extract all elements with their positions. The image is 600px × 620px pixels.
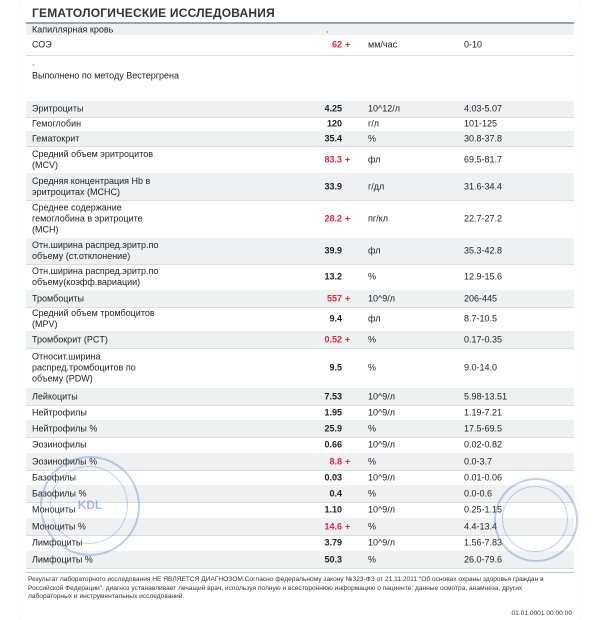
test-unit: %: [368, 271, 377, 282]
result-row: [26, 551, 574, 569]
test-name: Лимфоциты %: [32, 554, 93, 564]
reference-range: 0.01-0.06: [464, 472, 503, 482]
signature-stamp-inner-ring: [502, 486, 568, 552]
test-name: Средняя концентрация Hb в эритроцитах (MCHC): [32, 175, 151, 197]
soe-ref: 0-10: [464, 39, 483, 50]
abnormal-flag: +: [345, 334, 351, 344]
reference-range: 69.5-81.7: [464, 154, 503, 164]
result-row: [26, 307, 574, 332]
result-row: [26, 290, 574, 308]
reference-range: 35.3-42.8: [464, 245, 503, 256]
result-row: [26, 101, 574, 118]
method-note: Выполнено по методу Вестергрена: [32, 70, 180, 81]
test-value: 0.66: [324, 439, 342, 450]
test-name: Базофилы: [32, 472, 76, 482]
test-value: 25.9: [324, 423, 342, 433]
reference-range: 0.0-0.6: [464, 488, 493, 498]
reference-range: 0.25-1.15: [464, 504, 503, 515]
test-name: Тромбокрит (PCT): [32, 334, 108, 344]
result-row: [26, 146, 574, 174]
sample-type-marker: .: [326, 24, 329, 34]
test-value: 14.6: [324, 521, 342, 531]
reference-range: 0.0-3.7: [464, 456, 493, 466]
test-value: 0.4: [329, 488, 342, 498]
test-name: Эритроциты: [32, 103, 84, 114]
reference-range: 4.03-5.07: [464, 103, 503, 114]
reference-range: 12.9-15.6: [464, 271, 503, 282]
result-row: [26, 348, 574, 389]
test-value: 8.8: [329, 456, 342, 466]
report-datecode: 01.01.0001 00:00:00: [511, 610, 572, 617]
reference-range: 8.7-10.5: [464, 313, 498, 324]
sample-type-label: Капиллярная кровь: [32, 24, 114, 34]
test-value: 120: [326, 118, 342, 129]
test-unit: 10^9/л: [368, 504, 395, 515]
reference-range: 4.4-13.4: [464, 521, 498, 531]
reference-range: 9.0-14.0: [464, 362, 498, 373]
test-unit: %: [368, 554, 377, 564]
result-row: [26, 264, 574, 291]
report-title: ГЕМАТОЛОГИЧЕСКИЕ ИССЛЕДОВАНИЯ: [32, 6, 275, 20]
test-unit: г/дл: [368, 181, 385, 191]
test-value: 0.03: [324, 472, 342, 482]
test-name: Эозинофилы: [32, 439, 87, 450]
test-unit: %: [368, 423, 377, 433]
test-value: 13.2: [324, 271, 342, 282]
test-unit: 10^12/л: [368, 103, 400, 114]
test-value: 9.5: [329, 362, 342, 373]
result-row: [26, 238, 574, 265]
test-unit: %: [368, 362, 377, 373]
reference-range: 1.56-7.83: [464, 537, 503, 548]
soe-flag: +: [345, 39, 351, 50]
test-value: 50.3: [324, 554, 342, 564]
test-unit: 10^9/л: [368, 472, 395, 482]
result-row: [26, 420, 574, 438]
reference-range: 5.98-13.51: [464, 391, 508, 401]
lab-stamp-left: [40, 456, 140, 556]
abnormal-flag: +: [345, 293, 351, 303]
dot-line: [26, 58, 574, 68]
reference-range: 1.19-7.21: [464, 407, 503, 417]
test-unit: 10^9/л: [368, 407, 395, 417]
test-value: 3.79: [324, 537, 342, 548]
test-unit: пг/кл: [368, 213, 388, 224]
test-unit: фл: [368, 154, 381, 164]
test-unit: %: [368, 488, 377, 498]
test-name: Средний объем тромбоцитов (MPV): [32, 308, 155, 329]
reference-range: 206-445: [464, 293, 498, 303]
test-unit: 10^9/л: [368, 391, 395, 401]
test-unit: фл: [368, 313, 381, 324]
test-value: 557: [326, 293, 342, 303]
test-value: 1.95: [324, 407, 342, 417]
test-name: Отн.ширина распред.эритр.по объему (ст.отклонение): [32, 240, 159, 261]
test-unit: %: [368, 334, 377, 344]
test-unit: 10^9/л: [368, 537, 395, 548]
method-note-row: [26, 68, 574, 84]
test-unit: г/л: [368, 118, 380, 129]
test-unit: 10^9/л: [368, 293, 395, 303]
result-row: [26, 117, 574, 132]
lab-report-sheet: [22, 0, 578, 620]
test-value: 7.53: [324, 391, 342, 401]
test-name: Лейкоциты: [32, 391, 78, 401]
soe-name: СОЭ: [32, 39, 52, 50]
test-name: Базофилы %: [32, 488, 87, 498]
test-unit: фл: [368, 245, 381, 256]
test-name: Тромбоциты: [32, 293, 85, 303]
test-unit: %: [368, 456, 377, 466]
test-name: Лимфоциты: [32, 537, 83, 548]
test-value: 33.9: [324, 181, 342, 191]
test-value: 1.10: [324, 504, 342, 515]
footer-divider: [26, 572, 574, 573]
soe-unit: мм/час: [368, 39, 398, 50]
reference-range: 0.17-0.35: [464, 334, 503, 344]
test-value: 83.3: [324, 154, 342, 164]
signature-stamp-right: [494, 478, 578, 562]
result-row: [26, 131, 574, 147]
soe-value: 62: [331, 39, 342, 50]
test-name: Относит.ширина распред.тромбоцитов по объему (PDW): [32, 351, 136, 384]
test-unit: 10^9/л: [368, 439, 395, 450]
result-row: [26, 200, 574, 239]
reference-range: 0.02-0.82: [464, 439, 503, 450]
test-name: Средний объем эритроцитов (MCV): [32, 148, 154, 170]
reference-range: 30.8-37.8: [464, 133, 503, 143]
lab-stamp-logo: KDL: [77, 498, 103, 512]
test-unit: %: [368, 133, 377, 143]
result-row: [26, 173, 574, 201]
test-unit: %: [368, 521, 377, 531]
test-name: Среднее содержание гемоглобина в эритроците (MCH): [32, 202, 143, 235]
abnormal-flag: +: [345, 154, 351, 164]
abnormal-flag: +: [345, 456, 351, 466]
reference-range: 31.6-34.4: [464, 181, 503, 191]
result-row: [26, 388, 574, 406]
test-name: Отн.ширина распред.эритр.по объему(коэфф.вариации): [32, 266, 159, 287]
test-name: Нейтрофилы: [32, 407, 87, 417]
test-name: Нейтрофилы %: [32, 423, 98, 433]
result-row: [26, 437, 574, 454]
reference-range: 22.7-27.2: [464, 213, 503, 224]
soe-row: [26, 35, 574, 56]
reference-range: 26.0-79.6: [464, 554, 503, 564]
dot-line-text: .: [32, 57, 35, 68]
test-value: 9.4: [329, 313, 342, 324]
test-value: 39.9: [324, 245, 342, 256]
test-name: Моноциты %: [32, 521, 86, 531]
reference-range: 101-125: [464, 118, 498, 129]
sample-type-row: [26, 24, 574, 35]
result-row: [26, 405, 574, 421]
test-name: Эозинофилы %: [32, 456, 98, 466]
abnormal-flag: +: [345, 213, 351, 224]
disclaimer-text: Результат лабораторного исследования НЕ ЯВЛЯЕТСЯ ДИАГНОЗОМ.Согласно федеральному закону №323-ФЗ от 21.11.2011 "Об основах охраны здоровья граждан в Российской Федерации", диагноз устанавливает лечащий врач, используя полную и всестороннюю информацию о пациенте: данные осмотра, анамнеза, других лабораторных и инструментальных исследований.: [28, 576, 544, 601]
result-row: [26, 331, 574, 349]
abnormal-flag: +: [345, 521, 351, 531]
test-value: 28.2: [324, 213, 342, 224]
test-value: 35.4: [324, 133, 342, 143]
reference-range: 17.5-69.5: [464, 423, 503, 433]
test-value: 0.52: [324, 334, 342, 344]
test-value: 4.25: [324, 103, 342, 114]
test-name: Гематокрит: [32, 133, 80, 143]
test-name: Моноциты: [32, 504, 76, 515]
test-name: Гемоглобин: [32, 118, 82, 129]
